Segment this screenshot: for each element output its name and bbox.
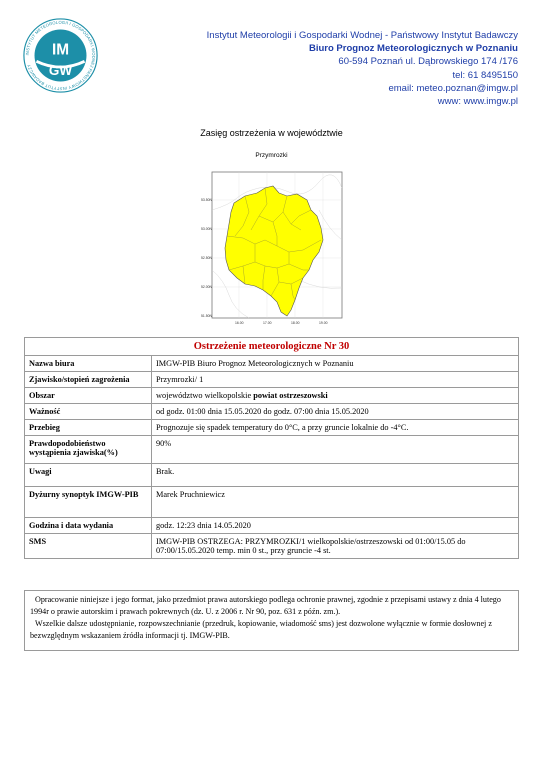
row-value-forecaster: Marek Pruchniewicz [152,487,519,518]
x-tick-label: 19.00 [319,321,328,325]
area-voivodeship: województwo wielkopolskie [156,391,252,400]
imgw-logo [22,17,99,94]
office-address: 60-594 Poznań ul. Dąbrowskiego 174 /176 [338,56,518,68]
organization-info [207,29,518,108]
map-title: Zasięg ostrzeżenia w województwie [200,128,343,138]
x-tick-label: 18.00 [291,321,300,325]
row-value-remarks: Brak. [152,464,519,487]
copyright-paragraph: Opracowanie niniejsze i jego format, jako przedmiot prawa autorskiego podlega ochronie prawnej, zgodnie z przepisami ustawy z dnia 4 lutego 1994r o prawie autorskim i prawach pokrewnych (dz. U. z 2006 r. Nr 90, poz. 631 z późn. zm.). [30,595,501,616]
row-label-office: Nazwa biura [25,356,152,372]
area-county: powiat ostrzeszowski [253,391,328,400]
row-value-course: Prognozuje się spadek temperatury do 0°C, a przy gruncie lokalnie do -4°C. [152,420,519,436]
x-tick-label: 17.00 [263,321,272,325]
row-value-validity: od godz. 01:00 dnia 15.05.2020 do godz. 07:00 dnia 15.05.2020 [152,404,519,420]
row-value-issued: godz. 12:23 dnia 14.05.2020 [152,518,519,534]
table-row [25,487,519,518]
logo-text-bottom: GW [48,62,73,78]
office-name: Biuro Prognoz Meteorologicznych w Poznaniu [308,43,518,55]
map-graphic [199,170,344,328]
row-label-forecaster: Dyżurny synoptyk IMGW-PIB [25,487,152,518]
office-phone: tel: 61 8495150 [452,69,518,81]
row-value-area [152,388,519,404]
institute-name: Instytut Meteorologii i Gospodarki Wodnej - Państwowy Instytut Badawczy [206,30,518,41]
row-label-sms: SMS [25,534,152,559]
distribution-paragraph: Wszelkie dalsze udostępnianie, rozpowszechnianie (przedruk, kopiowanie, wiadomość sms) jest dozwolone wyłącznie w formie dosłownej z bezwzględnym wskazaniem źródła informacji tj. IMGW-PIB. [30,619,492,640]
table-row [25,356,519,372]
warning-table [24,337,519,559]
table-row [25,464,519,487]
map-subtitle: Przymrozki [255,152,288,159]
y-tick-labels [201,198,212,318]
website-link[interactable]: www: www.imgw.pl [437,96,518,108]
table-row [25,436,519,464]
y-tick-label: 52.00N [201,285,212,289]
logo-text-top: IM [51,41,70,59]
row-label-remarks: Uwagi [25,464,152,487]
row-label-course: Przebieg [25,420,152,436]
table-row [25,372,519,388]
table-row [25,404,519,420]
table-row [25,534,519,559]
row-label-area: Obszar [25,388,152,404]
table-row [25,388,519,404]
row-label-validity: Ważność [25,404,152,420]
x-tick-label: 16.00 [235,321,244,325]
y-tick-label: 53.50N [201,198,212,202]
row-label-probability: Prawdopodobieństwo wystąpienia zjawiska(%) [25,436,152,464]
table-row [25,518,519,534]
x-tick-labels [235,321,328,325]
copyright-notice [24,590,519,651]
row-label-issued: Godzina i data wydania [25,518,152,534]
email-link[interactable]: email: meteo.poznan@imgw.pl [388,82,518,94]
warning-map [199,152,344,328]
y-tick-label: 51.50N [201,314,212,318]
row-value-sms: IMGW-PIB OSTRZEGA: PRZYMROZKI/1 wielkopolskie/ostrzeszowski od 01:00/15.05 do 07:00/15.05.2020 temp. min 0 st., przy gruncie -4 st. [152,534,519,559]
table-row [25,420,519,436]
warning-title: Ostrzeżenie meteorologiczne Nr 30 [25,338,519,356]
logo-ring-text: INSTYTUT METEOROLOGII I GOSPODARKI WODNEJ PAŃSTWOWY INSTYTUT BADAWCZY [24,19,97,92]
row-label-phenomenon: Zjawisko/stopień zagrożenia [25,372,152,388]
row-value-phenomenon: Przymrozki/ 1 [152,372,519,388]
row-value-probability: 90% [152,436,519,464]
row-value-office: IMGW-PIB Biuro Prognoz Meteorologicznych w Poznaniu [152,356,519,372]
y-tick-label: 53.00N [201,227,212,231]
y-tick-label: 52.50N [201,256,212,260]
